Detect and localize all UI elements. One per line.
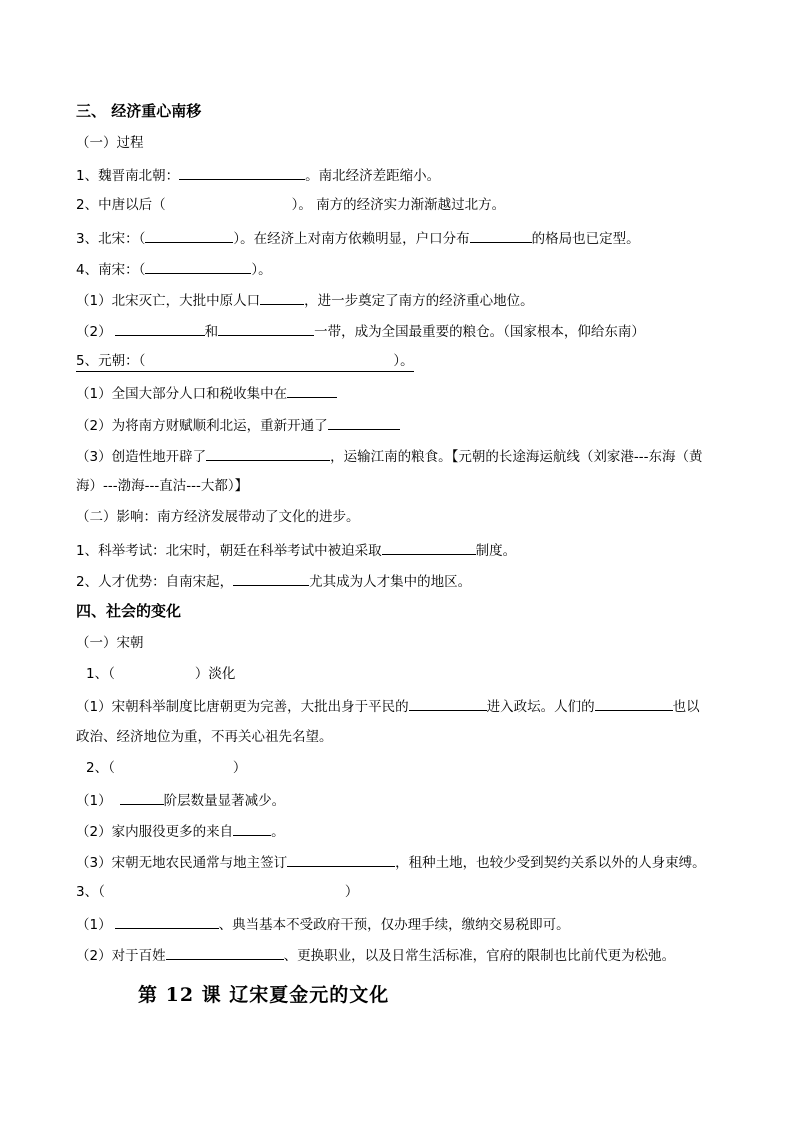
fill-blank[interactable]	[287, 382, 337, 398]
fill-blank[interactable]	[145, 258, 251, 274]
fill-blank[interactable]	[233, 570, 309, 586]
song-item-3: 3、（ ）	[76, 884, 359, 900]
fill-blank[interactable]	[115, 320, 205, 336]
fill-blank[interactable]	[260, 289, 304, 305]
section-heading-society: 四、社会的变化	[76, 602, 182, 620]
song-item-2-2: （2）家内服役更多的来自 。	[76, 820, 285, 842]
fill-blank[interactable]	[218, 320, 314, 336]
subheading-impact: （二）影响：南方经济发展带动了文化的进步。	[76, 509, 360, 525]
song-item-2-1: （1） 阶层数量显著减少。	[76, 789, 285, 811]
song-item-1-1-cont: 政治、经济地位为重，不再关心祖先名望。	[76, 729, 333, 745]
fill-blank[interactable]	[206, 445, 330, 461]
song-item-3-1: （1） 、典当基本不受政府干预，仅办理手续，缴纳交易税即可。	[76, 913, 570, 935]
item-line-5: 5、元朝：（ ）。	[76, 351, 414, 372]
item-line-2: 2、中唐以后（ ）。 南方的经济实力渐渐越过北方。	[76, 197, 506, 213]
fill-blank[interactable]	[233, 820, 271, 836]
song-item-2: 2、（ ）	[86, 760, 247, 776]
song-item-2-3: （3）宋朝无地农民通常与地主签订 ，租种土地，也较少受到契约关系以外的人身束缚。	[76, 851, 706, 873]
song-item-3-2: （2）对于百姓 、更换职业，以及日常生活标准，官府的限制也比前代更为松弛。	[76, 944, 675, 966]
impact-line-2: 2、人才优势：自南宋起， 尤其成为人才集中的地区。	[76, 570, 471, 592]
item-line-4-2: （2） 和 一带，成为全国最重要的粮仓。（国家根本，仰给东南）	[76, 320, 645, 342]
fill-blank[interactable]	[166, 944, 284, 960]
song-item-1-1: （1）宋朝科举制度比唐朝更为完善，大批出身于平民的 进入政坛。人们的 也以	[76, 695, 700, 717]
item-line-3: 3、北宋：（ ）。在经济上对南方依赖明显，户口分布 的格局也已定型。	[76, 227, 640, 249]
fill-blank[interactable]	[145, 227, 233, 243]
section-heading-economy: 三、 经济重心南移	[76, 102, 202, 120]
lesson-title: 第 12 课 辽宋夏金元的文化	[138, 984, 390, 1006]
fill-blank[interactable]	[470, 227, 532, 243]
item-line-4-1: （1）北宋灭亡，大批中原人口 ，进一步奠定了南方的经济重心地位。	[76, 289, 534, 311]
fill-blank[interactable]	[120, 789, 164, 805]
subheading-song: （一）宋朝	[76, 635, 144, 651]
impact-line-1: 1、科举考试：北宋时，朝廷在科举考试中被迫采取 制度。	[76, 539, 516, 561]
song-item-1: 1、（ ）淡化	[86, 666, 236, 682]
item-line-5-3-cont: 海）---渤海---直沽---大都）】	[76, 478, 249, 494]
item-line-5-1: （1）全国大部分人口和税收集中在	[76, 382, 337, 404]
fill-blank[interactable]	[179, 164, 305, 180]
item-line-5-3: （3）创造性地开辟了 ，运输江南的粮食。【元朝的长途海运航线（刘家港---东海（黄	[76, 445, 702, 467]
subheading-process: （一）过程	[76, 135, 144, 151]
fill-blank[interactable]	[595, 695, 673, 711]
fill-blank[interactable]	[382, 539, 476, 555]
fill-blank[interactable]	[115, 913, 219, 929]
fill-blank[interactable]	[328, 414, 400, 430]
item-line-5-2: （2）为将南方财赋顺利北运，重新开通了	[76, 414, 400, 436]
fill-blank[interactable]	[409, 695, 487, 711]
item-line-4: 4、南宋：（ ）。	[76, 258, 272, 280]
fill-blank[interactable]	[287, 851, 395, 867]
item-line-1: 1、魏晋南北朝： 。南北经济差距缩小。	[76, 164, 440, 186]
